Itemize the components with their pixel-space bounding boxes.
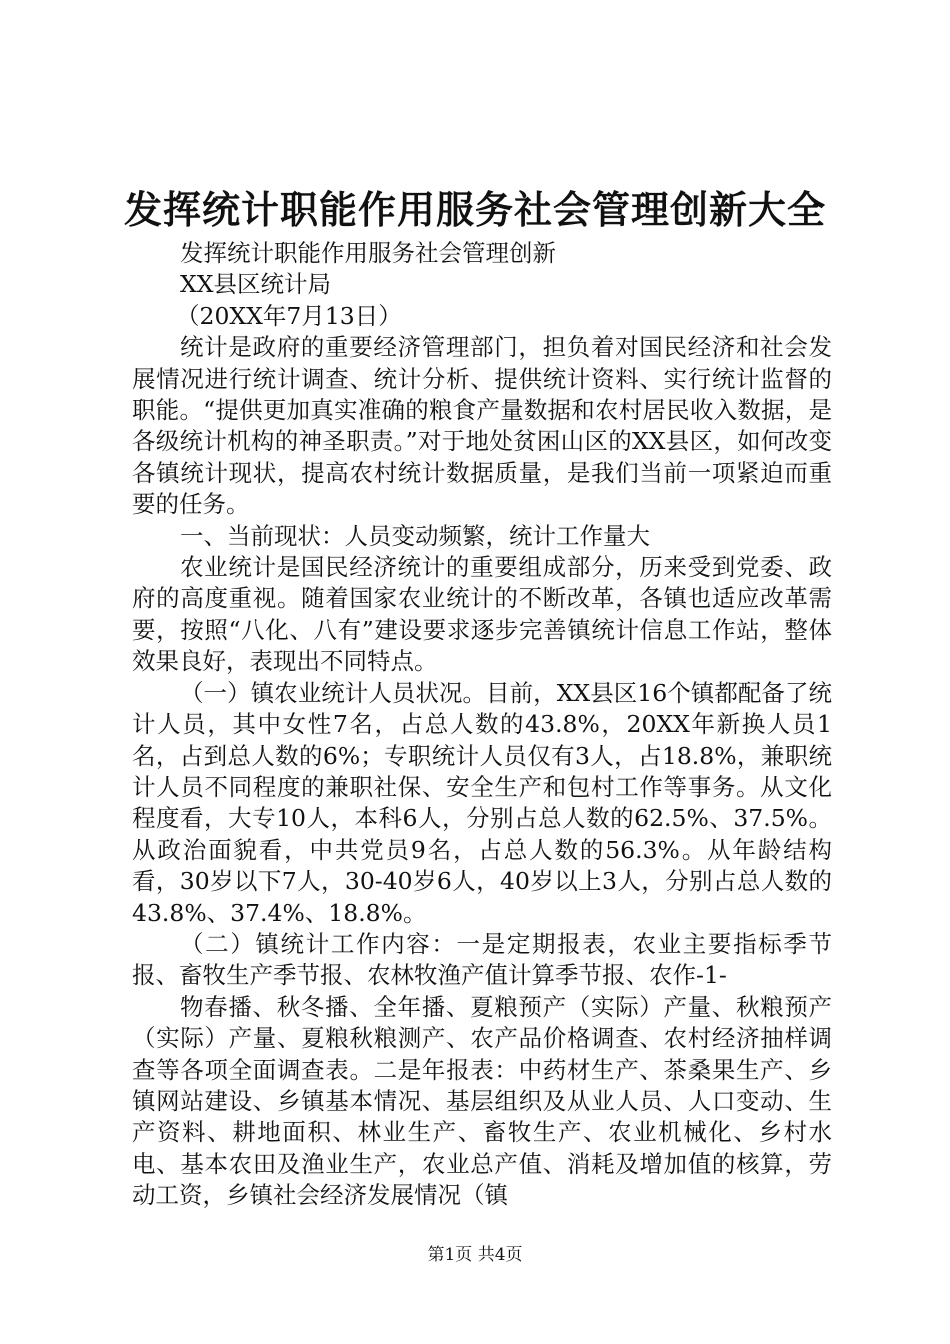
- document-subtitle: 发挥统计职能作用服务社会管理创新: [180, 239, 556, 267]
- document-author: XX县区统计局: [180, 270, 331, 299]
- paragraph-work-content-continued: 物春播、秋冬播、全年播、夏粮预产（实际）产量、秋粮预产（实际）产量、夏粮秋粮测产、农产品价格调查、农村经济抽样调查等各项全面调查表。二是年报表：中药材生产、茶桑果生产、乡镇网站建设、乡镇基本情况、基层组织及从业人员、人口变动、生产资料、耕地面积、林业生产、畜牧生产、农业机械化、乡村水电、基本农田及渔业生产，农业总产值、消耗及增加值的核算，劳动工资，乡镇社会经济发展情况（镇: [132, 992, 832, 1210]
- document-date: （20XX年7月13日）: [176, 301, 402, 330]
- document-body: [132, 238, 832, 1212]
- page-footer: 第1页 共4页: [427, 1245, 523, 1265]
- paragraph-staff-status: （一）镇农业统计人员状况。目前，XX县区16个镇都配备了统计人员，其中女性7名，占总人数的43.8%，20XX年新换人员1名，占到总人数的6%；专职统计人员仅有3人，占18.8%，兼职统计人员不同程度的兼职社保、安全生产和包村工作等事务。从文化程度看，大专10人，本科6人，分别占总人数的62.5%、37.5%。从政治面貌看，中共党员9名，占总人数的56.3%。从年龄结构看，30岁以下7人，30-40岁6人，40岁以上3人，分别占总人数的43.8%、37.4%、18.8%。: [132, 678, 832, 927]
- document-title: 发挥统计职能作用服务社会管理创新大全: [123, 187, 826, 232]
- section-heading-1: 一、当前现状：人员变动频繁，统计工作量大: [180, 521, 650, 550]
- paragraph-agriculture: 农业统计是国民经济统计的重要组成部分，历来受到党委、政府的高度重视。随着国家农业统计的不断改革，各镇也适应改革需要，按照“八化、八有”建设要求逐步完善镇统计信息工作站，整体效果良好，表现出不同特点。: [132, 553, 832, 676]
- paragraph-intro: 统计是政府的重要经济管理部门，担负着对国民经济和社会发展情况进行统计调查、统计分析、提供统计资料、实行统计监督的职能。“提供更加真实准确的粮食产量数据和农村居民收入数据，是各级统计机构的神圣职责。”对于地处贫困山区的XX县区，如何改变各镇统计现状，提高农村统计数据质量，是我们当前一项紧迫而重要的任务。: [132, 333, 832, 519]
- paragraph-work-content: （二）镇统计工作内容：一是定期报表，农业主要指标季节报、畜牧生产季节报、农林牧渔产值计算季节报、农作-1-: [132, 929, 832, 990]
